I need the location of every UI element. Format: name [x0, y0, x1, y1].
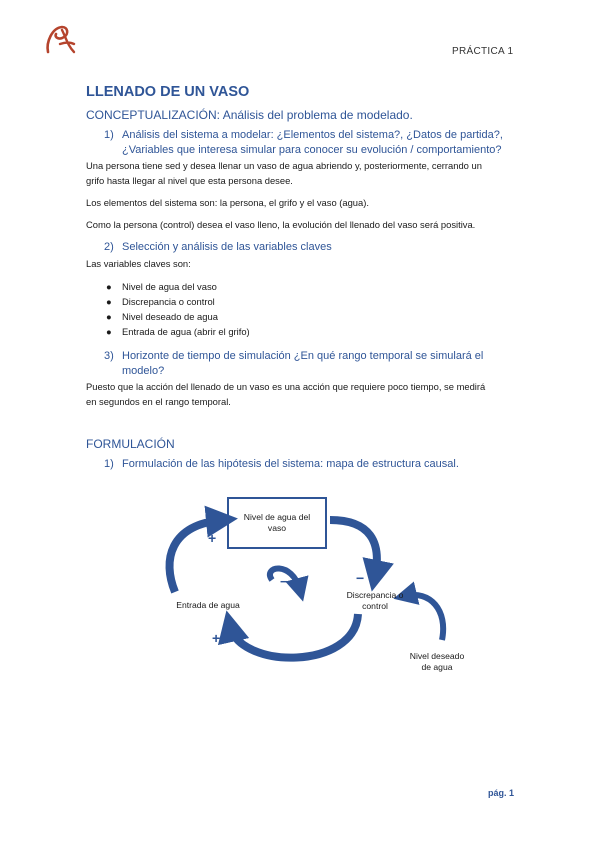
variables-intro: Las variables claves son: [86, 258, 191, 269]
paragraph-1-line2: grifo hasta llegar al nivel que esta persona desee. [86, 175, 293, 186]
sign-plus-top: + [208, 530, 217, 546]
item-text-line2: ¿Variables que interesa simular para conocer su evolución / comportamiento? [122, 144, 502, 156]
section-heading-conceptualizacion: CONCEPTUALIZACIÓN: Análisis del problema de modelado. [86, 108, 413, 122]
paragraph-1-line1: Una persona tiene sed y desea llenar un vaso de agua abriendo y, posteriormente, cerrando un [86, 160, 482, 171]
header-label: PRÁCTICA 1 [452, 46, 514, 57]
numbered-item-1 [104, 128, 534, 158]
nivel-agua-label: Nivel de agua del vaso [243, 512, 311, 533]
item-number: 1) [104, 129, 114, 141]
item-text-line1: Horizonte de tiempo de simulación ¿En qué rango temporal se simulará el [122, 350, 484, 362]
sign-plus-bottom: + [212, 630, 221, 646]
numbered-item-formulacion-1 [104, 457, 534, 472]
paragraph-3: Como la persona (control) desea el vaso lleno, la evolución del llenado del vaso será positiva. [86, 219, 476, 230]
bullet-icon: ● [106, 296, 112, 307]
numbered-item-2 [104, 240, 534, 255]
item-number: 3) [104, 350, 114, 362]
paragraph-4-line1: Puesto que la acción del llenado de un vaso es una acción que requiere poco tiempo, se medirá [86, 381, 486, 392]
bullet-icon: ● [106, 311, 112, 322]
item-number: 1) [104, 458, 114, 470]
bullet-icon: ● [106, 281, 112, 292]
item-text: Formulación de las hipótesis del sistema: mapa de estructura causal. [122, 458, 459, 470]
item-text: Selección y análisis de las variables claves [122, 241, 332, 253]
sign-minus-loop: − [280, 574, 288, 589]
item-text-line2: modelo? [122, 365, 165, 377]
bullet-icon: ● [106, 326, 112, 337]
paragraph-4-line2: en segundos en el rango temporal. [86, 396, 231, 407]
paragraph-2: Los elementos del sistema son: la persona, el grifo y el vaso (agua). [86, 197, 369, 208]
arrow-discrepancia-to-entrada [230, 614, 358, 658]
discrepancia-label: Discrepancia o control [346, 590, 404, 611]
page-title: LLENADO DE UN VASO [86, 84, 250, 100]
sign-minus-right: − [356, 570, 365, 586]
nivel-deseado-label: Nivel deseado de agua [409, 651, 465, 672]
item-text-line1: Análisis del sistema a modelar: ¿Elementos del sistema?, ¿Datos de partida?, [122, 129, 503, 141]
logo-icon [40, 22, 80, 58]
arrow-nivel-to-discrepancia [330, 520, 377, 576]
numbered-item-3 [104, 349, 534, 379]
entrada-agua-label: Entrada de agua [176, 600, 240, 610]
item-number: 2) [104, 241, 114, 253]
page-number: pág. 1 [488, 788, 515, 798]
section-heading-formulacion: FORMULACIÓN [86, 437, 175, 451]
